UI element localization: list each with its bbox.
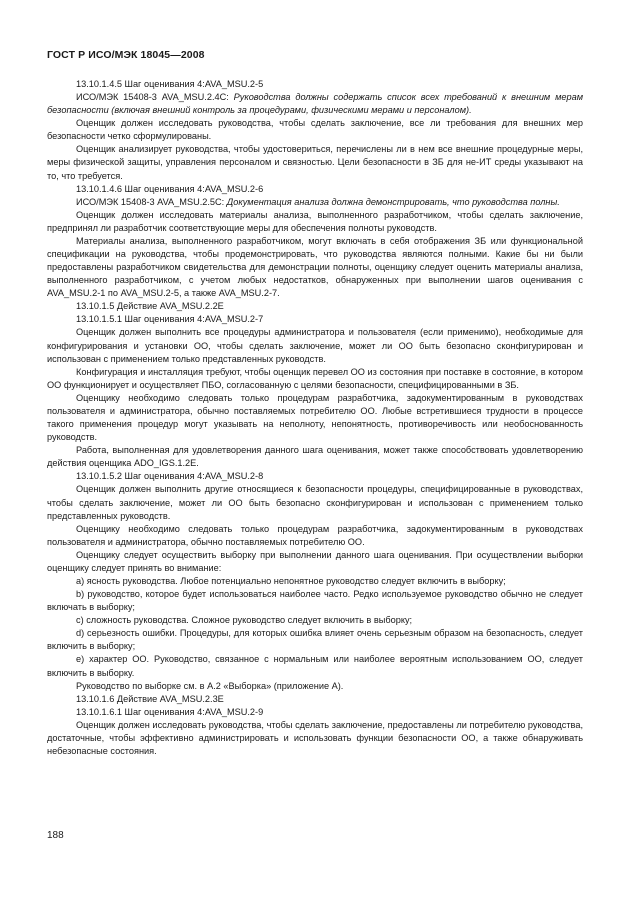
paragraph-p2-italic-text: Руководства должны содержать список всех требований к внешним мерам безопасности (включая внешний контроль за процедурами, физическими мерами и персоналом).	[47, 92, 583, 116]
document-header: ГОСТ Р ИСО/МЭК 18045—2008	[47, 49, 205, 61]
paragraph-p20: b) руководство, которое будет использоваться наиболее часто. Редко используемое руководство обычно не следует включать в выборку;	[47, 589, 583, 613]
paragraph-p5: 13.10.1.4.6 Шаг оценивания 4:AVA_MSU.2-6	[76, 183, 264, 194]
paragraph-p14: Работа, выполненная для удовлетворения данного шага оценивания, может также способствовать удовлетворению действия оценщика ADO_IGS.1.2E.	[47, 445, 583, 469]
paragraph-p8: Материалы анализа, выполненного разработчиком, могут включать в себя отображения ЗБ или функциональной спецификации на руководства, чтобы продемонстрировать, что руководства являются полными. Какие бы ни были предоставлены разработчиком свидетельства для демонстрации полноты, оценщику следует оценить материалы анализа, выполненного разработчиком, с учетом любых недостатков, обнаруженных при выполнении шагов оценивания с AVA_MSU.2-1 по AVA_MSU.2-5, а также AVA_MSU.2-7.	[47, 235, 583, 299]
paragraph-p24: Руководство по выборке см. в А.2 «Выборка» (приложение А).	[76, 680, 344, 691]
paragraph-p6-reference: ИСО/МЭК 15408-3 AVA_MSU.2.5C:	[76, 196, 227, 207]
paragraph-p10: 13.10.1.5.1 Шаг оценивания 4:AVA_MSU.2-7	[76, 314, 264, 325]
paragraph-p23: e) характер ОО. Руководство, связанное с нормальным или наиболее вероятным использованием ОО, следует включить в выборку.	[47, 654, 583, 678]
paragraph-p17: Оценщику необходимо следовать только процедурам разработчика, задокументированным в руководствах пользователя и администратора, обычно поставляемых потребителю ОО.	[47, 523, 583, 547]
paragraph-p18: Оценщику следует осуществить выборку при выполнении данного шага оценивания. При осуществлении выборки оценщику следует принять во внимание:	[47, 549, 583, 573]
paragraph-p12: Конфигурация и инсталляция требуют, чтобы оценщик перевел ОО из состояния при поставке в состояние, в котором ОО функционирует и осуществляет ПБО, согласованную с целями безопасности, специфицированными в ЗБ.	[47, 366, 583, 390]
paragraph-p16: Оценщик должен выполнить другие относящиеся к безопасности процедуры, специфицированные в руководствах, чтобы сделать заключение, может ли ОО быть безопасно сконфигурирован и использован с применением только представленных руководств.	[47, 484, 583, 521]
paragraph-p3: Оценщик должен исследовать руководства, чтобы сделать заключение, все ли требования для внешних мер безопасности четко сформулированы.	[47, 118, 583, 142]
paragraph-p26: 13.10.1.6.1 Шаг оценивания 4:AVA_MSU.2-9	[76, 706, 264, 717]
document-body	[47, 78, 583, 758]
page-number: 188	[47, 830, 64, 841]
paragraph-p19: a) ясность руководства. Любое потенциально непонятное руководство следует включить в выборку;	[76, 575, 506, 586]
paragraph-p9: 13.10.1.5 Действие AVA_MSU.2.2E	[76, 301, 224, 312]
paragraph-p7: Оценщик должен исследовать материалы анализа, выполненного разработчиком, чтобы сделать заключение, предпринял ли разработчик соответствующие меры для обеспечения полноты руководств.	[47, 209, 583, 233]
paragraph-p15: 13.10.1.5.2 Шаг оценивания 4:AVA_MSU.2-8	[76, 471, 264, 482]
paragraph-p2	[47, 91, 583, 117]
paragraph-p6	[47, 196, 583, 209]
paragraph-p13: Оценщику необходимо следовать только процедурам разработчика, задокументированным в руководствах пользователя и администратора, обычно поставляемых потребителю ОО. Любые встретившиеся трудности в процессе такого применения процедур могут указывать на неполноту, непонятность, противоречивость или необоснованность руководств.	[47, 392, 583, 443]
paragraph-p11: Оценщик должен выполнить все процедуры администратора и пользователя (если применимо), необходимые для конфигурирования и установки ОО, чтобы сделать заключение, может ли ОО быть безопасно сконфигурирован и использован с применением только представленных руководств.	[47, 327, 583, 364]
paragraph-p6-italic-text: Документация анализа должна демонстрировать, что руководства полны.	[226, 196, 560, 207]
paragraph-p2-reference: ИСО/МЭК 15408-3 AVA_MSU.2.4C:	[76, 92, 234, 103]
paragraph-p1: 13.10.1.4.5 Шаг оценивания 4:AVA_MSU.2-5	[76, 79, 264, 89]
paragraph-p27: Оценщик должен исследовать руководства, чтобы сделать заключение, предоставлены ли потребителю руководства, достаточные, чтобы эффективно администрировать и использовать функции безопасности ОО, а также обнаруживать небезопасные состояния.	[47, 719, 583, 756]
paragraph-p4: Оценщик анализирует руководства, чтобы удостовериться, перечислены ли в нем все внешние процедурные меры, меры физической защиты, управления персоналом и связностью. Цели безопасности в ЗБ для не-ИТ среды указывают на то, что требуется.	[47, 144, 583, 181]
paragraph-p21: c) сложность руководства. Сложное руководство следует включить в выборку;	[76, 615, 413, 626]
paragraph-p22: d) серьезность ошибки. Процедуры, для которых ошибка влияет очень серьезным образом на безопасность, следует включить в выборку;	[47, 628, 583, 652]
paragraph-p25: 13.10.1.6 Действие AVA_MSU.2.3E	[76, 693, 224, 704]
